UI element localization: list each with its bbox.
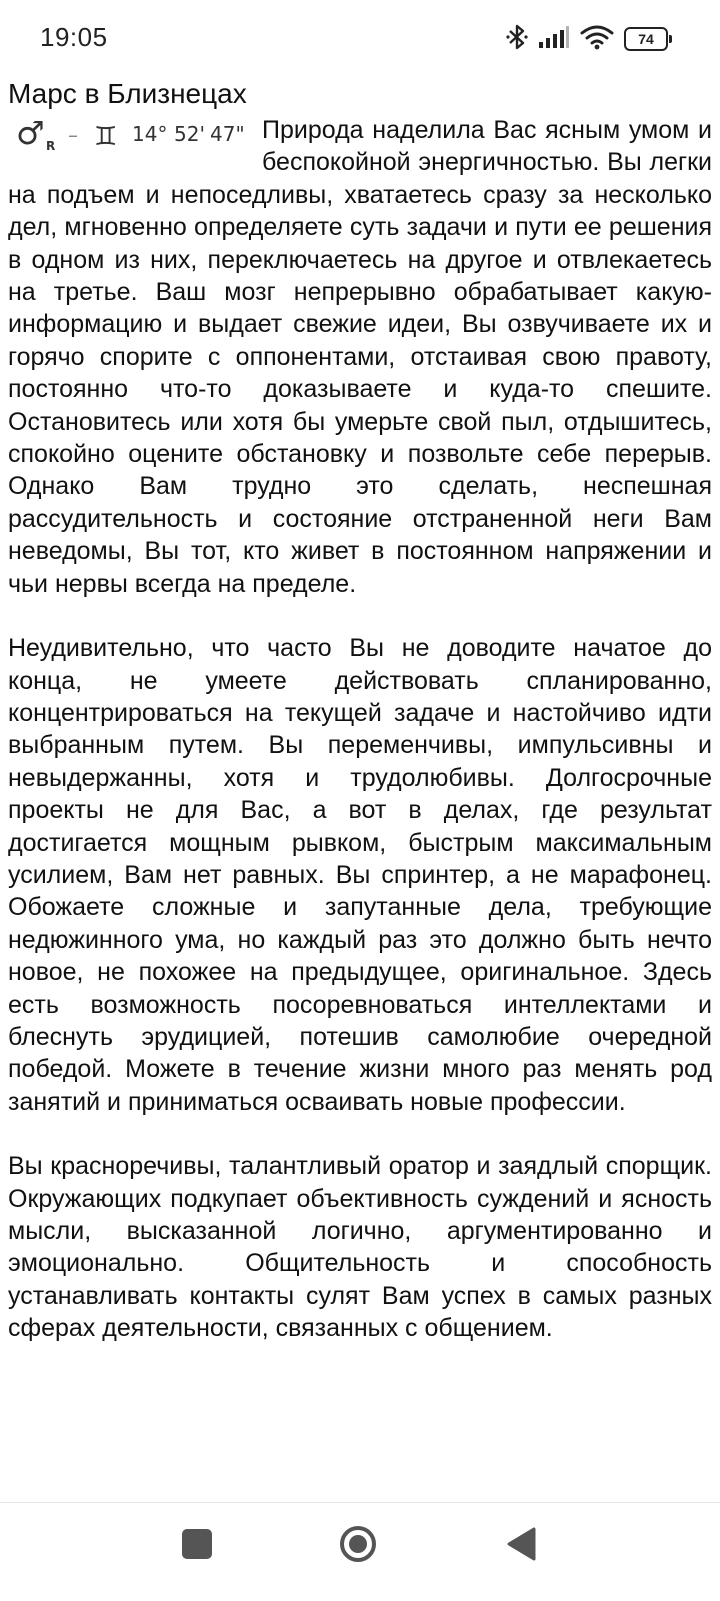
bluetooth-icon <box>506 23 528 56</box>
retrograde-mark: R <box>46 139 56 153</box>
paragraph-text: Природа наделила Вас ясным умом и беспокойной энергичностью. Вы легки на подъем и непоседливы, хватаетесь сразу за несколько дел, мгновенно определяете суть задачи и пути ее решения в одном из них, переключаетесь на другое и отвлекаетесь на третье. Ваш мозг непрерывно обрабатывает какую-информацию и выдает свежие идеи, Вы озвучиваете их и горячо спорите с оппонентами, отстаивая свою правоту, постоянно что-то доказываете и куда-то спешите. Остановитесь или хотя бы умерьте свой пыл, отдышитесь, спокойно оцените обстановку и позвольте себе перерыв. Однако Вам трудно это сделать, неспешная рассудительность и состояние отстраненной неги Вам неведомы, Вы тот, кто живет в постоянном напряжении и чьи нервы всегда на пределе. <box>8 116 712 598</box>
position-degrees: 14° <box>132 122 168 146</box>
status-time: 19:05 <box>40 22 108 52</box>
article-paragraph: Неудивительно, что часто Вы не доводите начатое до конца, не умеете действовать спланированно, концентрироваться на текущей задаче и настойчиво идти выбранным путем. Вы переменчивы, импульсивны и невыдержанны, хотя и трудолюбивы. Долгосрочные проекты не для Вас, а вот в делах, где результат достигается мощным рывком, быстрым максимальным усилием, Вам нет равных. Вы спринтер, а не марафонец. Обожаете сложные и запутанные дела, требующие недюжинного ума, но каждый раз это должно быть нечто новое, не похожее на предыдущее, оригинальное. Здесь есть возможность посоревноваться интеллектами и блеснуть эрудицией, потешив самолюбие очередной победой. Можете в течение жизни много раз менять род занятий и приниматься осваивать новые профессии. <box>8 634 712 1116</box>
signal-icon <box>538 25 570 54</box>
status-icons <box>506 24 668 54</box>
position-separator: – <box>68 123 78 147</box>
position-seconds: 47" <box>210 122 245 146</box>
recent-apps-button[interactable] <box>182 1529 212 1559</box>
position-minutes: 52' <box>174 122 205 146</box>
article-content[interactable] <box>8 74 712 1500</box>
navigation-bar <box>0 1502 720 1601</box>
mars-symbol: ♂ <box>16 114 45 152</box>
back-button[interactable] <box>504 1525 540 1563</box>
article-paragraph: Вы красноречивы, талантливый оратор и заядлый спорщик. Окружающих подкупает объективность суждений и ясность мысли, высказанной логично, аргументированно и эмоционально. Общительность и способность устанавливать контакты сулят Вам успех в самых разных сферах деятельности, связанных с общением. <box>8 1152 712 1343</box>
planet-position-symbols <box>8 114 252 172</box>
gemini-symbol: ♊ <box>94 122 118 152</box>
back-icon <box>504 1525 540 1563</box>
battery-level: 74 <box>638 31 654 47</box>
home-icon <box>339 1525 377 1563</box>
home-button[interactable] <box>339 1525 377 1563</box>
article-title: Марс в Близнецах <box>8 78 247 109</box>
wifi-icon <box>580 24 614 55</box>
battery-icon <box>624 27 668 51</box>
status-bar <box>0 0 720 72</box>
article-paragraph <box>8 114 712 600</box>
